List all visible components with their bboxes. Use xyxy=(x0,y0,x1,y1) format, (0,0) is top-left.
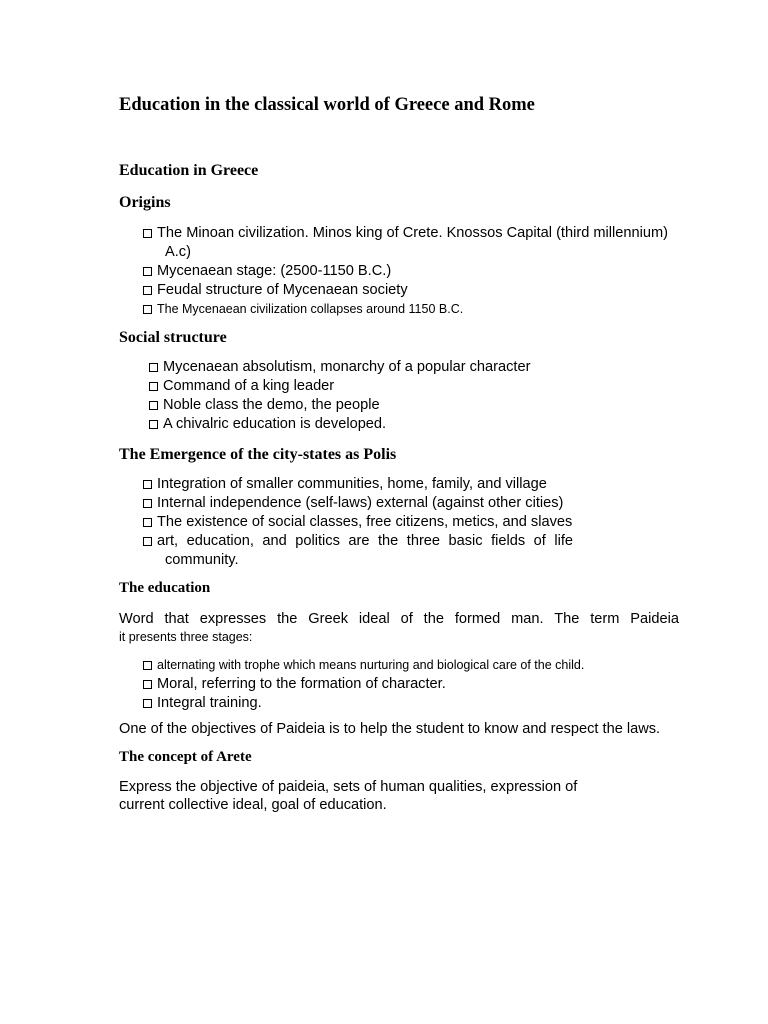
list-item: The existence of social classes, free citizens, metics, and slaves xyxy=(143,513,573,532)
social-structure-list xyxy=(149,358,530,434)
arete-line2: current collective ideal, goal of education. xyxy=(119,797,387,813)
checkbox-bullet-icon xyxy=(143,537,152,546)
polis-list xyxy=(143,475,573,570)
list-item: The Mycenaean civilization collapses around 1150 B.C. xyxy=(143,300,693,319)
list-item: Moral, referring to the formation of character. xyxy=(143,675,584,694)
list-item: The Minoan civilization. Minos king of Crete. Knossos Capital (third millennium) A.c) xyxy=(143,224,693,262)
section-heading-greece: Education in Greece xyxy=(119,162,259,179)
list-item: Integration of smaller communities, home, family, and village xyxy=(143,475,573,494)
list-item: Feudal structure of Mycenaean society xyxy=(143,281,693,300)
list-item: Mycenaean stage: (2500-1150 B.C.) xyxy=(143,262,693,281)
checkbox-bullet-icon xyxy=(143,499,152,508)
checkbox-bullet-icon xyxy=(143,229,152,238)
origins-list xyxy=(143,224,693,319)
checkbox-bullet-icon xyxy=(143,680,152,689)
education-intro-line2: it presents three stages: xyxy=(119,630,253,644)
heading-arete: The concept of Arete xyxy=(119,749,252,765)
education-intro: Word that expresses the Greek ideal of the formed man. The term Paideia xyxy=(119,611,679,627)
list-item: Noble class the demo, the people xyxy=(149,396,530,415)
heading-social-structure: Social structure xyxy=(119,329,227,346)
arete-line1: Express the objective of paideia, sets of human qualities, expression of xyxy=(119,779,578,795)
document-title: Education in the classical world of Greece and Rome xyxy=(119,95,535,115)
list-item: art, education, and politics are the three basic fields of life xyxy=(143,532,573,551)
checkbox-bullet-icon xyxy=(143,661,152,670)
checkbox-bullet-icon xyxy=(143,286,152,295)
checkbox-bullet-icon xyxy=(143,518,152,527)
list-item: A chivalric education is developed. xyxy=(149,415,530,434)
list-item-continuation: community. xyxy=(165,552,239,568)
list-item: alternating with trophe which means nurturing and biological care of the child. xyxy=(143,656,584,675)
checkbox-bullet-icon xyxy=(149,382,158,391)
list-item: Internal independence (self-laws) external (against other cities) xyxy=(143,494,573,513)
list-item: Command of a king leader xyxy=(149,377,530,396)
list-item: Mycenaean absolutism, monarchy of a popular character xyxy=(149,358,530,377)
checkbox-bullet-icon xyxy=(149,401,158,410)
checkbox-bullet-icon xyxy=(143,699,152,708)
education-stages-list xyxy=(143,656,584,713)
heading-education: The education xyxy=(119,580,211,596)
heading-origins: Origins xyxy=(119,194,171,211)
checkbox-bullet-icon xyxy=(143,305,152,314)
heading-polis: The Emergence of the city-states as Polis xyxy=(119,446,397,463)
education-objective: One of the objectives of Paideia is to help the student to know and respect the laws. xyxy=(119,721,661,737)
checkbox-bullet-icon xyxy=(143,480,152,489)
list-item: Integral training. xyxy=(143,694,584,713)
checkbox-bullet-icon xyxy=(149,363,158,372)
checkbox-bullet-icon xyxy=(143,267,152,276)
checkbox-bullet-icon xyxy=(149,420,158,429)
